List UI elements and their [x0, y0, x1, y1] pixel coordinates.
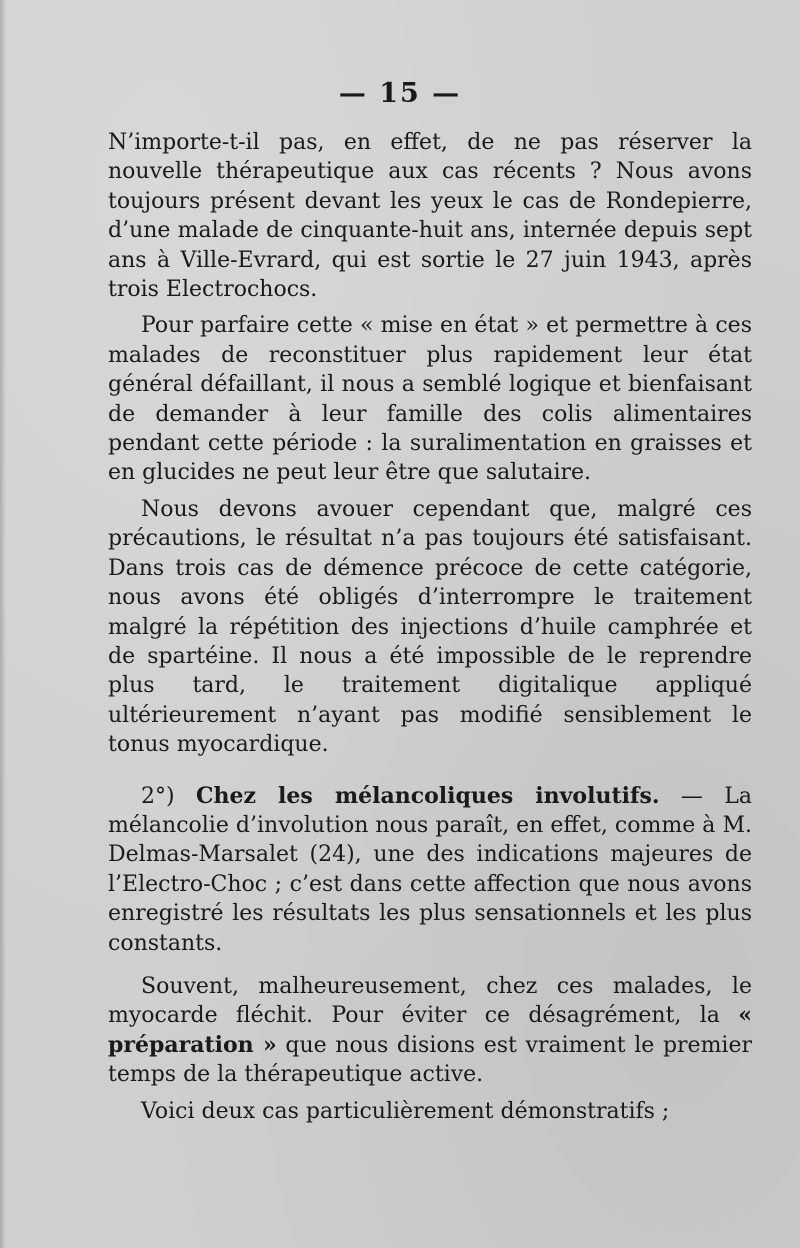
- page-body: [108, 128, 752, 1133]
- souvent-text-before: Souvent, malheureusement, chez ces malades, le myocarde fléchit. Pour éviter ce désagrément, la: [108, 973, 752, 1029]
- section-paragraph: [108, 782, 752, 958]
- section-text: — La mélancolie d’involution nous paraît, en effet, comme à M. Delmas-Marsalet (24), une des indications majeures de l’Electro-Choc ; c’est dans cette affection que nous avons enregistré les résultats les plus sensationnels et les plus constants.: [108, 783, 752, 956]
- souvent-bold-term: « préparation »: [108, 1002, 752, 1058]
- paragraph-3: Nous devons avouer cependant que, malgré ces précautions, le résultat n’a pas toujours été satisfaisant. Dans trois cas de démence précoce de cette catégorie, nous avons été obligés d’interrompre le traitement malgré la répétition des injections d’huile camphrée et de spartéine. Il nous a été impossible de le reprendre plus tard, le traitement digitalique appliqué ultérieurement n’ayant pas modifié sensiblement le tonus myocardique.: [108, 496, 752, 758]
- section-number: 2°): [141, 783, 175, 809]
- section-heading: Chez les mélancoliques involutifs.: [195, 782, 660, 809]
- paragraph-souvent: [108, 972, 752, 1090]
- souvent-text-after: que nous disions est vraiment le premier temps de la thérapeutique active.: [108, 1032, 752, 1088]
- page-number: — 15 —: [338, 78, 462, 109]
- paragraph-2: Pour parfaire cette « mise en état » et permettre à ces malades de reconstituer plus rapidement leur état général défaillant, il nous a semblé logique et bienfaisant de demander à leur famille des colis alimentaires pendant cette période : la suralimentation en graisses et en glucides ne peut leur être que salutaire.: [108, 313, 752, 486]
- paragraph-1: N’importe-t-il pas, en effet, de ne pas réserver la nouvelle thérapeutique aux cas récents ? Nous avons toujours présent devant les yeux le cas de Rondepierre, d’une malade de cinquante-huit ans, internée depuis sept ans à Ville-Evrard, qui est sortie le 27 juin 1943, après trois Electrochocs.: [108, 130, 752, 303]
- page-edge-shadow: [0, 0, 6, 1248]
- closing-line: Voici deux cas particulièrement démonstratifs ;: [141, 1098, 670, 1124]
